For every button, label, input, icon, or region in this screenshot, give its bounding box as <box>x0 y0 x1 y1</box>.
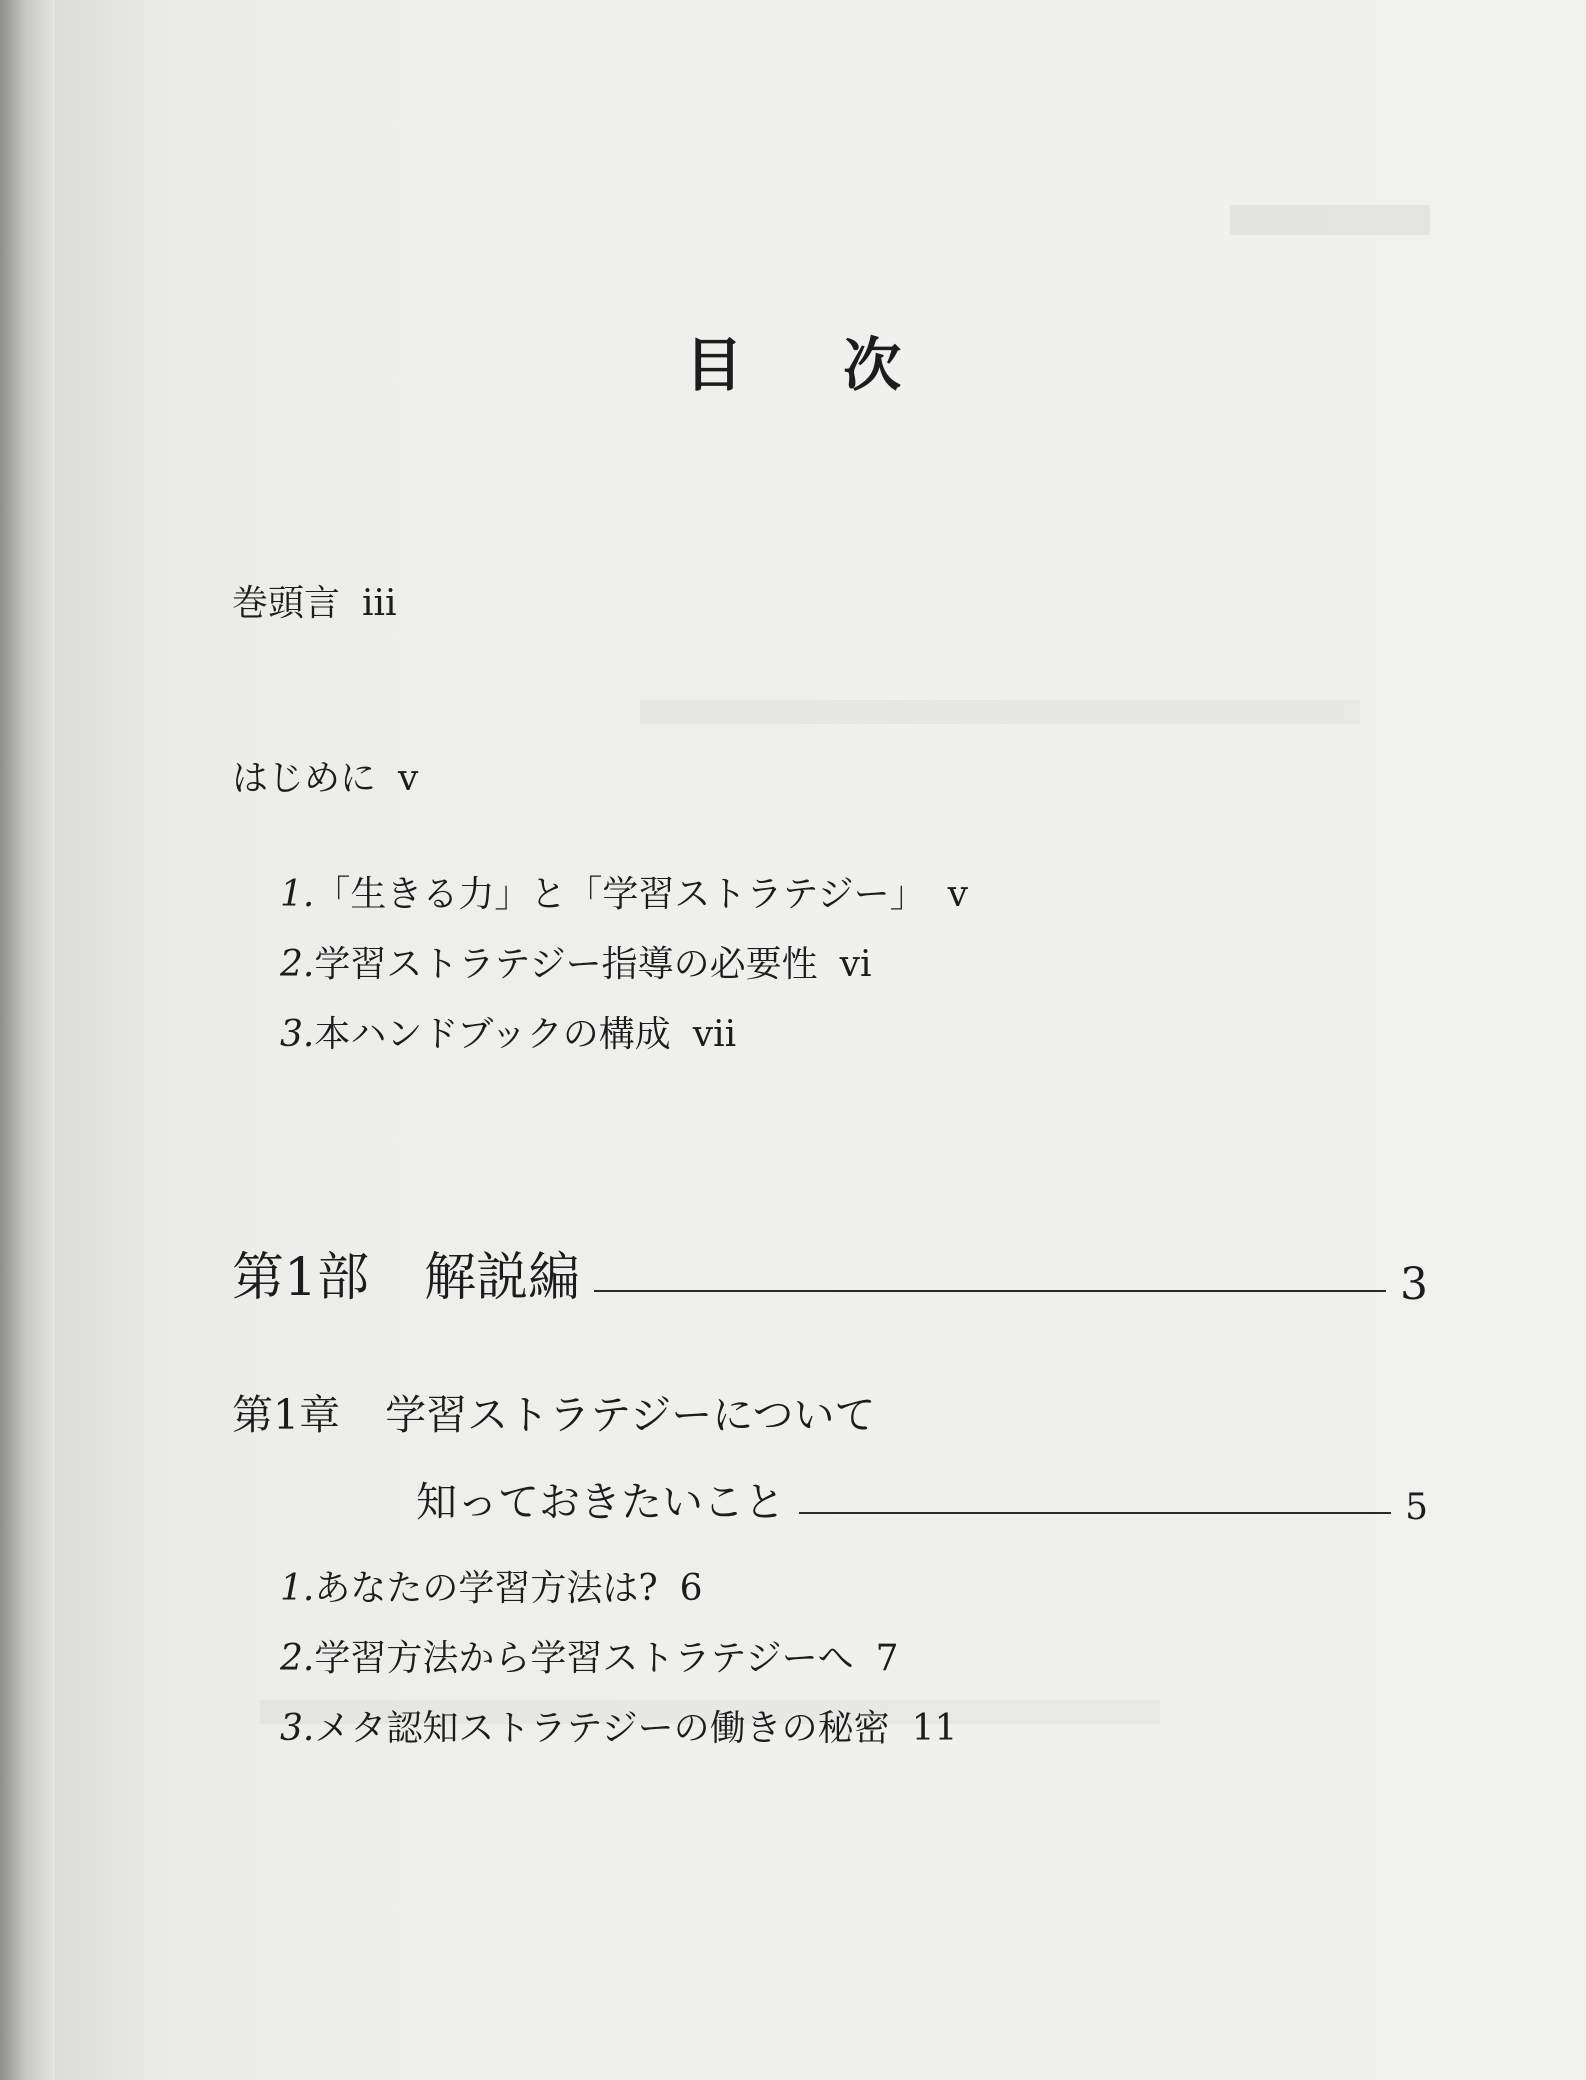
part-title: 解説編 <box>424 1248 581 1308</box>
chapter-title-line2: 知っておきたいこと <box>416 1478 785 1526</box>
toc-title: 目 次 <box>684 331 942 399</box>
entry-label: はじめに <box>232 758 377 799</box>
leader-line <box>799 1512 1391 1514</box>
toc-entry-intro-section[interactable] <box>280 866 968 917</box>
entry-page: iii <box>362 583 397 624</box>
toc-entry-chapter-section[interactable] <box>280 1630 899 1681</box>
toc-entry-intro-section[interactable] <box>280 1006 736 1057</box>
chapter-title-row <box>232 1382 1428 1441</box>
toc-entry-part-1[interactable] <box>232 1240 1428 1310</box>
section-label: 「生きる力」と「学習ストラテジー」 <box>314 874 926 915</box>
toc-entry-introduction[interactable] <box>232 750 418 801</box>
toc-entry-chapter-1[interactable] <box>232 1382 1428 1528</box>
section-number: 2. <box>280 944 315 985</box>
chapter-title-row <box>232 1469 1428 1528</box>
section-page: 6 <box>679 1568 703 1609</box>
bleed-through-line <box>1230 205 1430 235</box>
section-number: 2. <box>280 1638 315 1679</box>
section-number: 1. <box>280 874 315 915</box>
leader-line <box>594 1290 1386 1292</box>
toc-entry-chapter-section[interactable] <box>280 1560 703 1611</box>
chapter-title-line1: 学習ストラテジーについて <box>385 1391 876 1439</box>
bleed-through-line <box>640 700 1360 724</box>
section-number: 3. <box>280 1708 315 1749</box>
toc-entry-intro-section[interactable] <box>280 936 872 987</box>
section-label: 学習ストラテジー指導の必要性 <box>314 944 818 985</box>
toc-entry-foreword[interactable] <box>232 575 397 626</box>
toc-entry-chapter-section[interactable] <box>280 1700 957 1751</box>
chapter-page: 5 <box>1405 1487 1428 1528</box>
section-number: 1. <box>280 1568 315 1609</box>
section-page: 7 <box>875 1638 899 1679</box>
entry-label: 巻頭言 <box>232 583 341 624</box>
section-number: 3. <box>280 1014 315 1055</box>
section-label: 本ハンドブックの構成 <box>314 1014 671 1055</box>
section-page: v <box>947 874 968 915</box>
section-label: あなたの学習方法は? <box>314 1568 658 1609</box>
section-page: 11 <box>911 1708 958 1749</box>
section-label: 学習方法から学習ストラテジーへ <box>314 1638 854 1679</box>
entry-page: v <box>398 758 419 799</box>
chapter-label: 第1章 <box>232 1391 341 1439</box>
book-gutter-shadow <box>0 0 60 2080</box>
part-label: 第1部 <box>232 1248 370 1308</box>
part-page: 3 <box>1400 1259 1428 1310</box>
section-page: vii <box>692 1014 737 1055</box>
section-label: メタ認知ストラテジーの働きの秘密 <box>314 1708 890 1749</box>
section-page: vi <box>839 944 872 985</box>
